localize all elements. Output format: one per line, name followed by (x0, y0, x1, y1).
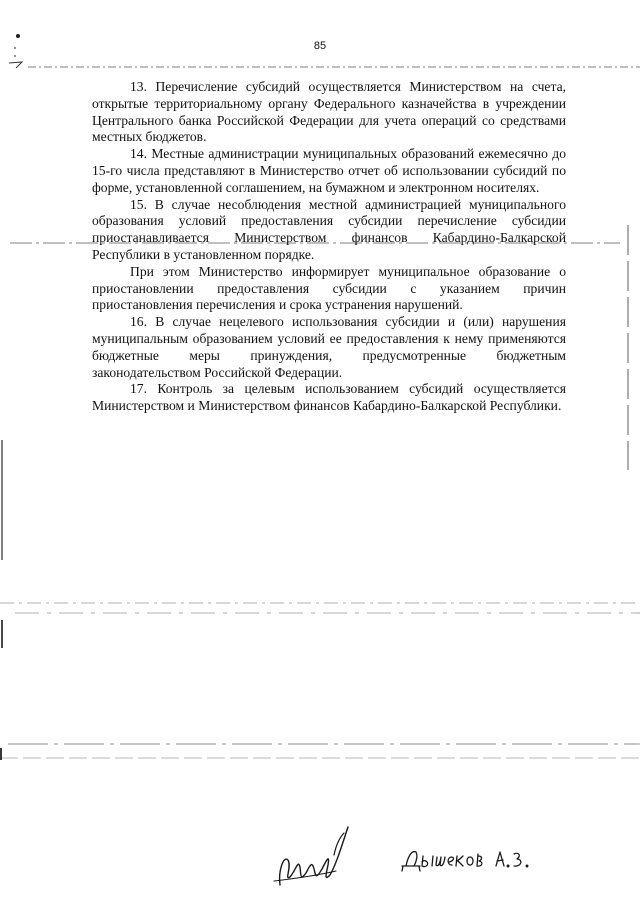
page-number: 85 (313, 40, 327, 52)
paragraph-15: 15. В случае несоблюдения местной администрацией муниципального образования условий предоставления субсидии перечисление субсидии приостанавливается Министерством финансов Кабардино-Балкарской Республики в установленном порядке. (92, 196, 566, 262)
signature-name-handwriting (400, 842, 550, 876)
paragraph-14: 14. Местные администрации муниципальных образований ежемесячно до 15-го числа представляют в Министерство отчет об использовании субсидий по форме, установленной соглашением, на бумажном и электронном носителях. (92, 146, 566, 195)
document-body (92, 79, 566, 415)
signature-mark (270, 815, 360, 890)
paragraph-16: 16. В случае нецелевого использования субсидии и (или) нарушения муниципальным образованием условий ее предоставления к нему применяются бюджетные меры принуждения, предусмотренные бюджетным законодательством Российской Федерации. (92, 314, 566, 380)
paragraph-15-continued: При этом Министерство информирует муниципальное образование о приостановлении предоставления субсидии с указанием причин приостановления перечисления и срока устранения нарушений. (92, 263, 566, 313)
binding-mark (16, 34, 20, 38)
paragraph-13: 13. Перечисление субсидий осуществляется Министерством на счета, открытые территориальному органу Федерального казначейства в учреждении Центрального банка Российской Федерации для учета операций со средствами местных бюджетов. (92, 79, 566, 145)
paragraph-17: 17. Контроль за целевым использованием субсидий осуществляется Министерством и Министерством финансов Кабардино-Балкарской Республики. (92, 381, 566, 414)
